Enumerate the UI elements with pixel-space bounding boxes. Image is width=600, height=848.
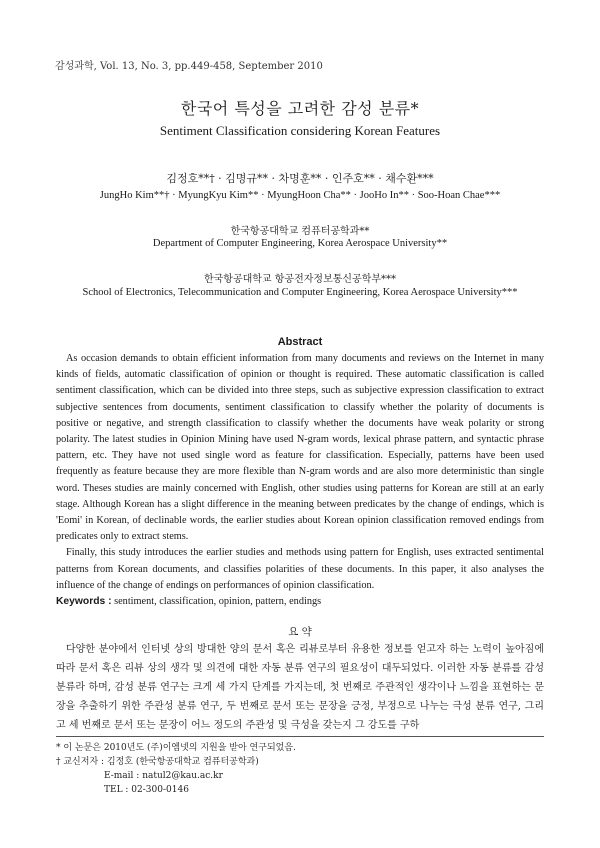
authors-english: JungHo Kim**† · MyungKyu Kim** · MyungHoon Cha** · JooHo In** · Soo-Hoan Chae*** (99, 190, 501, 201)
abstract-paragraph: As occasion demands to obtain efficient information from many documents and reviews on the Internet in many kinds of fields, automatic classification of opinion or thought is required. These automatic classification is called sentiment classification, which can be divided into three steps, such as subjective expression classification to extract subjective sentences from documents, sentiment classification to classify whether the polarity of documents is positive or negative, and strength classification to classify whether the documents have weak polarity or strong polarity. The latest studies in Opinion Mining have used N-gram words, lexical phrase pattern, and syntactic phrase pattern, etc. They have not used single word as feature for classification. Especially, patterns have been used frequently as feature because they are more flexible than N-gram words and are also more deterministic than single word. Theses studies are mainly concerned with English, other studies using patterns for Korean are still at an early stage. Although Korean has a slight difference in the meaning between predicates by the change of endings, which is 'Eomi' in Korean, of declinable words, the earlier studies about Korean opinion classification removed endings from predicates only to extract stems. (56, 353, 544, 543)
abstract-heading: Abstract (277, 336, 323, 348)
keywords-text: sentiment, classification, opinion, pattern, endings (114, 596, 322, 607)
footnote-divider (56, 736, 544, 737)
summary-body (56, 640, 544, 735)
keywords-label: Keywords : (56, 596, 112, 607)
summary-heading: 요 약 (288, 626, 312, 638)
title-korean: 한국어 특성을 고려한 감성 분류* (180, 99, 420, 118)
footnote-tel: TEL : 02-300-0146 (104, 785, 189, 795)
footnotes (56, 741, 296, 797)
abstract-body (56, 351, 544, 594)
affiliation-2-english: School of Electronics, Telecommunication and Computer Engineering, Korea Aerospace University*** (82, 287, 518, 298)
summary-paragraph: 다양한 분야에서 인터넷 상의 방대한 양의 문서 혹은 리뷰로부터 유용한 정보를 얻고자 하는 노력이 높아짐에 따라 문서 혹은 리뷰 상의 생각 및 의견에 대한 자동 분류 연구의 필요성이 대두되었다. 이러한 자동 분류를 감성 분류라 하며, 감성 분류 연구는 크게 세 가지 단계를 가지는데, 첫 번째로 주관적인 생각이나 느낌을 표현하는 문장을 추출하기 위한 주관성 분류 연구, 두 번째로 문서 또는 문장을 긍정, 부정으로 나누는 극성 분류 연구, 그리고 세 번째로 문서 또는 문장이 어느 정도의 주관성 및 극성을 갖는지 그 강도를 구하 (56, 644, 544, 731)
affiliation-2-korean: 한국항공대학교 항공전자정보통신공학부*** (203, 274, 397, 285)
footnote-funding: * 이 논문은 2010년도 (주)이엠넷의 지원을 받아 연구되었음. (56, 743, 296, 753)
journal-header: 감성과학, Vol. 13, No. 3, pp.449-458, September 2010 (55, 61, 323, 72)
footnote-corresponding-author: † 교신저자 : 김정호 (한국항공대학교 컴퓨터공학과) (56, 757, 259, 767)
affiliation-1-english: Department of Computer Engineering, Korea Aerospace University** (152, 238, 448, 249)
title-english: Sentiment Classification considering Korean Features (159, 123, 441, 138)
authors-korean: 김정호**† · 김명규** · 차명훈** · 인주호** · 채수환*** (166, 172, 434, 185)
affiliation-1-korean: 한국항공대학교 컴퓨터공학과** (230, 226, 370, 237)
abstract-paragraph: Finally, this study introduces the earlier studies and methods using pattern for English, uses extracted sentimental patterns from Korean documents, and classifies polarities of these documents. In this paper, it also analyses the influence of the change of endings on performances of opinion classification. (56, 547, 544, 591)
footnote-email: E-mail : natul2@kau.ac.kr (104, 771, 223, 781)
keywords (56, 596, 321, 607)
